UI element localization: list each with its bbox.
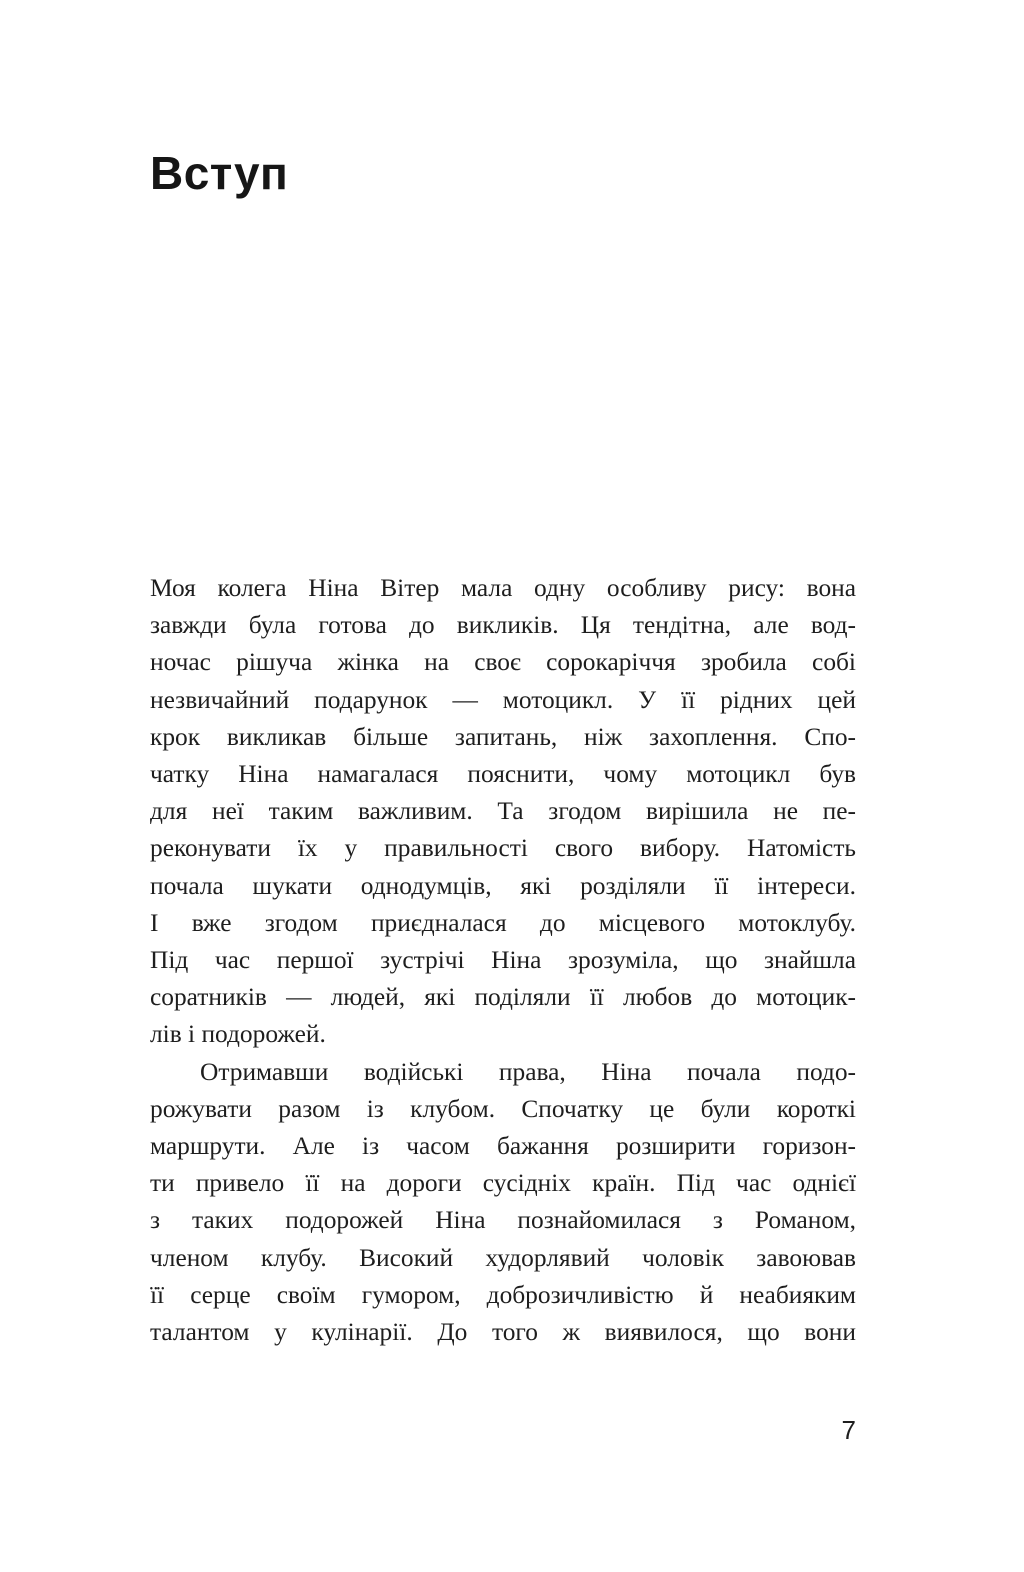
text-line: почала шукати однодумців, які розділяли її інтереси. <box>150 871 856 900</box>
text-line: Отримавши водійські права, Ніна почала подо- <box>200 1057 856 1086</box>
chapter-title: Вступ <box>150 147 289 199</box>
text-line: незвичайний подарунок — мотоцикл. У її рідних цей <box>150 685 856 714</box>
text-line: завжди була готова до викликів. Ця тендітна, але вод- <box>150 611 856 640</box>
text-line: чатку Ніна намагалася пояснити, чому мотоцикл був <box>150 760 856 789</box>
text-line: ночас рішуча жінка на своє сорокаріччя зробила собі <box>150 648 856 677</box>
text-line: лів і подорожей. <box>150 1020 326 1049</box>
text-line: з таких подорожей Ніна познайомилася з Романом, <box>150 1206 856 1235</box>
text-line: її серце своїм гумором, доброзичливістю й неабияким <box>150 1280 856 1309</box>
text-line: соратників — людей, які поділяли її любов до мотоцик- <box>150 983 856 1012</box>
text-line: членом клубу. Високий худорлявий чоловік завоював <box>150 1243 856 1272</box>
text-line: ти привело її на дороги сусідніх країн. Під час однієї <box>150 1169 856 1198</box>
paragraph-2 <box>150 1054 856 1352</box>
paragraph-1 <box>150 570 856 1054</box>
text-line: рожувати разом із клубом. Спочатку це були короткі <box>150 1094 856 1123</box>
text-line: Моя колега Ніна Вітер мала одну особливу рису: вона <box>150 574 856 602</box>
page-number: 7 <box>841 1415 856 1445</box>
text-line: реконувати їх у правильності свого вибору. Натомість <box>150 834 856 863</box>
text-line: Під час першої зустрічі Ніна зрозуміла, що знайшла <box>150 946 856 975</box>
text-line: маршрути. Але із часом бажання розширити горизон- <box>150 1132 856 1161</box>
text-line: І вже згодом приєдналася до місцевого мотоклубу. <box>150 908 856 937</box>
body-text <box>150 570 856 1351</box>
text-line: крок викликав більше запитань, ніж захоплення. Спо- <box>150 722 856 751</box>
text-line: для неї таким важливим. Та згодом вирішила не пе- <box>150 797 856 826</box>
text-line: талантом у кулінарії. До того ж виявилося, що вони <box>150 1318 856 1347</box>
